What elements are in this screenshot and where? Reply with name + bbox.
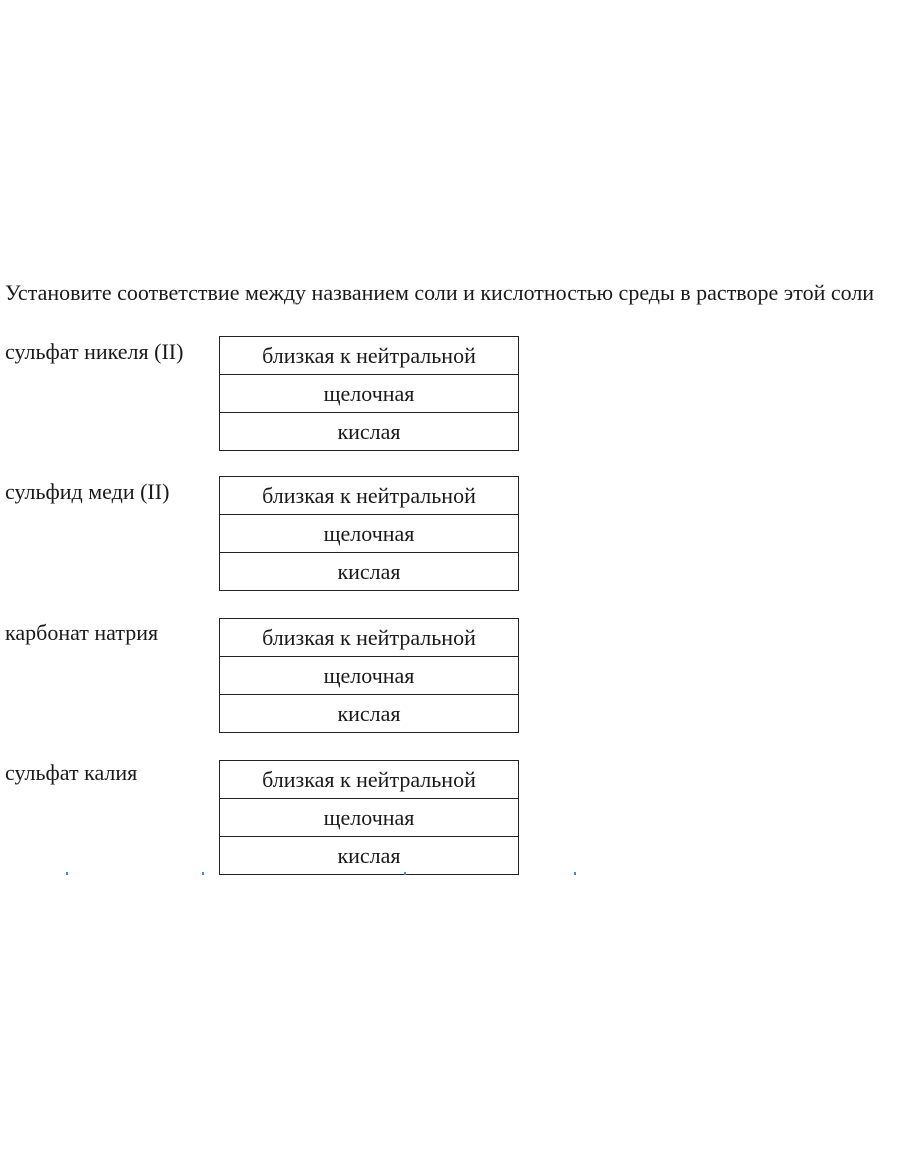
options-group-copper-sulfide bbox=[219, 476, 519, 591]
salt-label-sodium-carbonate: карбонат натрия bbox=[5, 620, 159, 645]
option-acidic[interactable]: кислая bbox=[220, 695, 518, 732]
option-neutral[interactable]: близкая к нейтральной bbox=[220, 761, 518, 799]
salt-label-potassium-sulfate: сульфат калия bbox=[5, 760, 138, 785]
options-group-nickel-sulfate bbox=[219, 336, 519, 451]
salt-label-copper-sulfide: сульфид меди (II) bbox=[5, 479, 170, 504]
task-instruction: Установите соответствие между названием соли и кислотностью среды в растворе этой соли bbox=[5, 280, 875, 305]
option-alkaline[interactable]: щелочная bbox=[220, 375, 518, 413]
salt-label-nickel-sulfate: сульфат никеля (II) bbox=[5, 339, 184, 364]
option-neutral[interactable]: близкая к нейтральной bbox=[220, 619, 518, 657]
option-acidic[interactable]: кислая bbox=[220, 553, 518, 590]
stray-marks bbox=[0, 872, 910, 882]
option-acidic[interactable]: кислая bbox=[220, 413, 518, 450]
option-alkaline[interactable]: щелочная bbox=[220, 515, 518, 553]
option-alkaline[interactable]: щелочная bbox=[220, 657, 518, 695]
option-alkaline[interactable]: щелочная bbox=[220, 799, 518, 837]
options-group-potassium-sulfate bbox=[219, 760, 519, 875]
options-group-sodium-carbonate bbox=[219, 618, 519, 733]
option-neutral[interactable]: близкая к нейтральной bbox=[220, 477, 518, 515]
stray-mark bbox=[202, 872, 204, 875]
option-neutral[interactable]: близкая к нейтральной bbox=[220, 337, 518, 375]
stray-mark bbox=[404, 872, 406, 875]
stray-mark bbox=[574, 872, 576, 875]
stray-mark bbox=[66, 872, 68, 875]
option-acidic[interactable]: кислая bbox=[220, 837, 518, 874]
